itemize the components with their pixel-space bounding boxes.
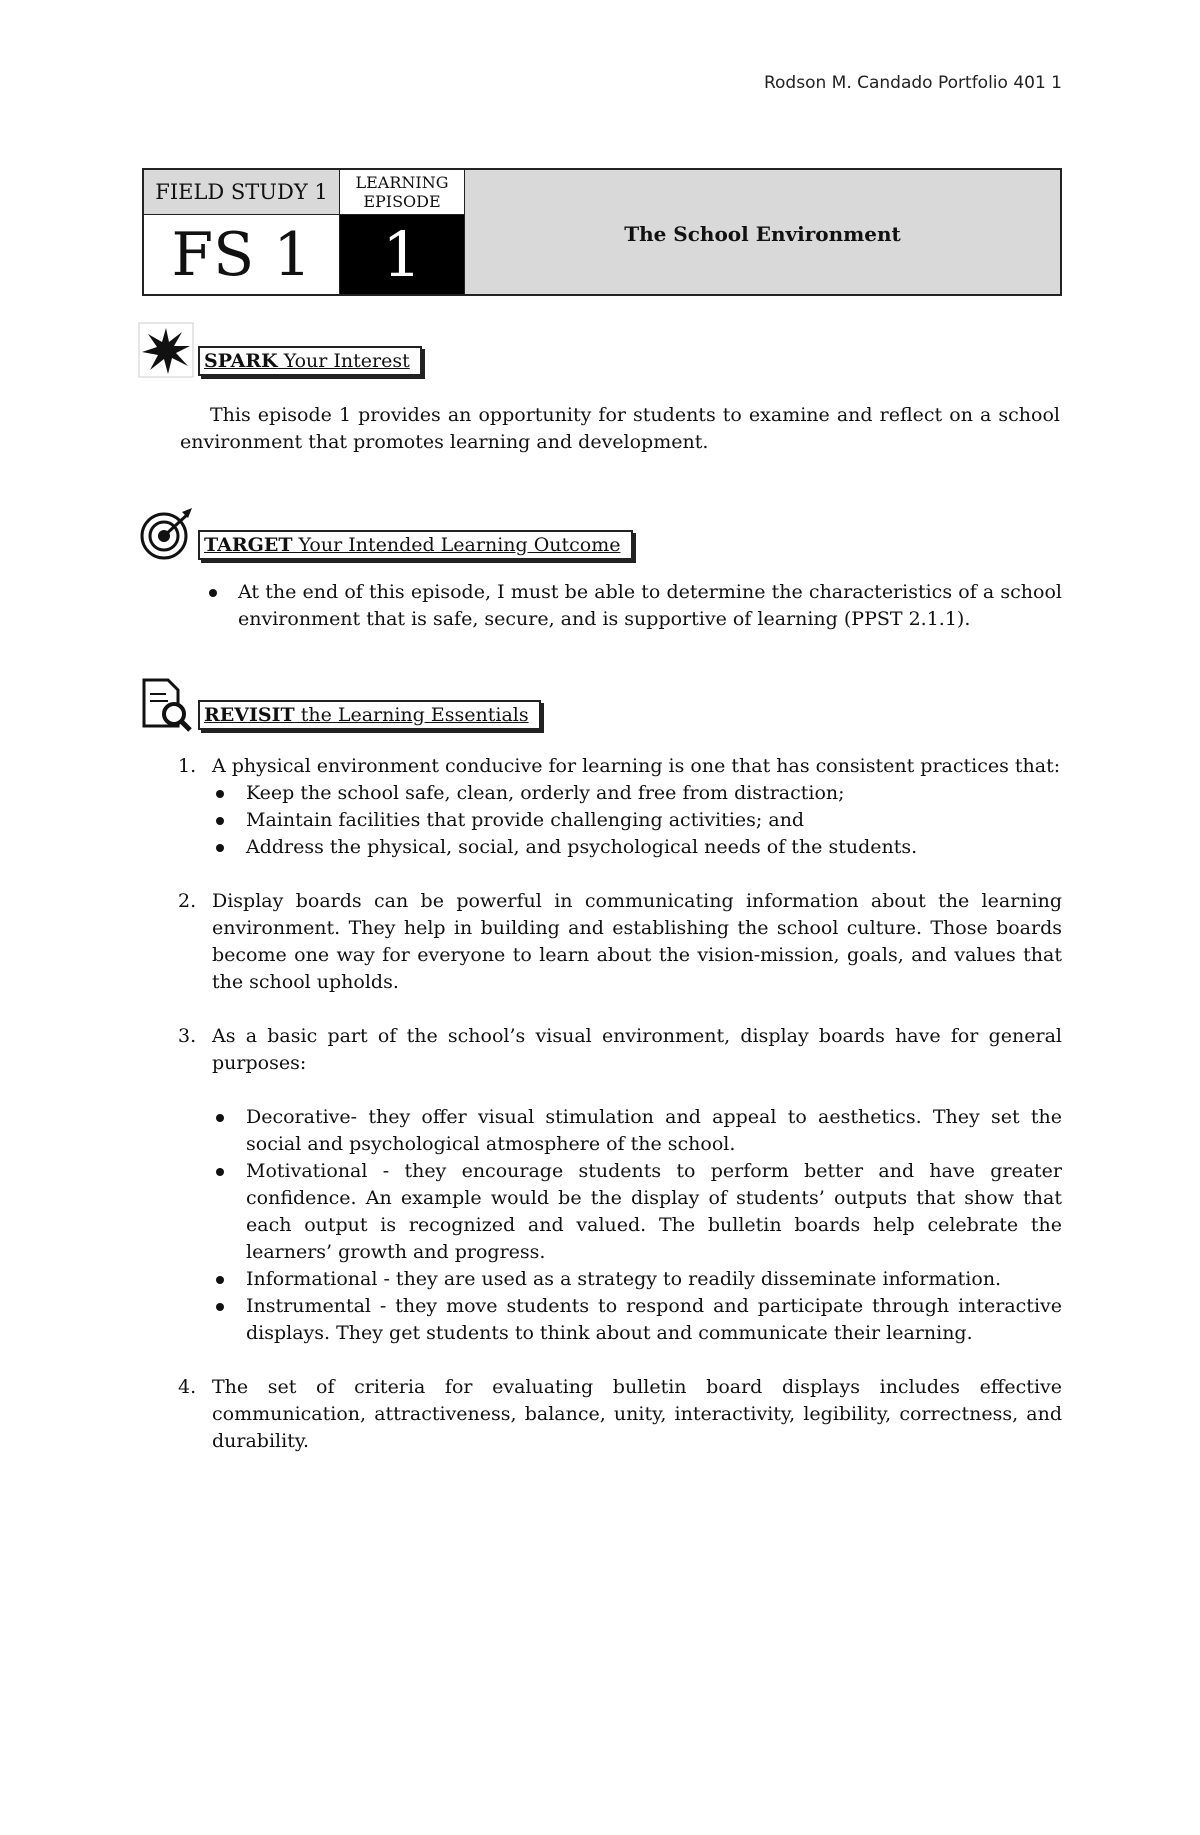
episode-title: The School Environment: [464, 170, 1060, 294]
spark-keyword: SPARK: [204, 350, 278, 372]
item-bullets: [212, 1104, 1062, 1347]
target-icon: [138, 506, 194, 562]
target-outcomes: [204, 579, 1062, 633]
revisit-title-rest: the Learning Essentials: [294, 704, 529, 726]
item-text: A physical environment conducive for learning is one that has consistent practices that:: [212, 755, 1061, 777]
episode-header-box: [142, 168, 1062, 296]
essential-item: [178, 1374, 1062, 1455]
burst-icon: [138, 322, 194, 378]
essential-item: [178, 1023, 1062, 1347]
item-bullets: [212, 780, 1062, 861]
episode-column: [340, 170, 464, 294]
bullet: Instrumental - they move students to respond and participate through interactive displays. They get students to think about and communicate their learning.: [212, 1293, 1062, 1347]
running-header: Rodson M. Candado Portfolio 401 1: [763, 73, 1062, 93]
target-section-heading: [138, 506, 633, 562]
bullet: Decorative- they offer visual stimulation and appeal to aesthetics. They set the social and psychological atmosphere of the school.: [212, 1104, 1062, 1158]
item-text: The set of criteria for evaluating bulletin board displays includes effective communication, attractiveness, balance, unity, interactivity, legibility, correctness, and durability.: [212, 1376, 1062, 1452]
document-search-icon: [138, 676, 194, 732]
spark-banner: [198, 346, 422, 376]
revisit-keyword: REVISIT: [204, 704, 295, 726]
spark-section-heading: [138, 322, 422, 378]
learning-essentials-list: [178, 753, 1062, 1482]
episode-label: LEARNING EPISODE: [340, 170, 464, 215]
target-title-rest: Your Intended Learning Outcome: [292, 534, 621, 556]
bullet: Maintain facilities that provide challenging activities; and: [212, 807, 1062, 834]
course-code: FS 1: [171, 219, 312, 290]
item-number: 1.: [178, 755, 197, 777]
item-text: Display boards can be powerful in communicating information about the learning environment. They help in building and establishing the school culture. Those boards become one way for everyone to learn about the vision-mission, goals, and values that the school upholds.: [212, 890, 1062, 993]
field-study-label: FIELD STUDY 1: [144, 170, 339, 215]
field-study-column: [144, 170, 340, 294]
outcome-item: At the end of this episode, I must be able to determine the characteristics of a school environment that is safe, secure, and is supportive of learning (PPST 2.1.1).: [204, 579, 1062, 633]
bullet: Address the physical, social, and psychological needs of the students.: [212, 834, 1062, 861]
item-text: As a basic part of the school’s visual environment, display boards have for general purposes:: [212, 1025, 1062, 1074]
target-keyword: TARGET: [204, 534, 293, 556]
spark-paragraph: This episode 1 provides an opportunity for students to examine and reflect on a school environment that promotes learning and development.: [180, 404, 1060, 453]
spark-title-rest: Your Interest: [277, 350, 410, 372]
essential-item: [178, 753, 1062, 861]
item-number: 3.: [178, 1025, 197, 1047]
target-banner: [198, 530, 633, 560]
essential-item: [178, 888, 1062, 996]
revisit-section-heading: [138, 676, 541, 732]
revisit-banner: [198, 700, 541, 730]
episode-number: 1: [340, 215, 464, 294]
item-number: 4.: [178, 1376, 197, 1398]
bullet: Informational - they are used as a strategy to readily disseminate information.: [212, 1266, 1062, 1293]
bullet: Keep the school safe, clean, orderly and free from distraction;: [212, 780, 1062, 807]
item-number: 2.: [178, 890, 197, 912]
bullet: Motivational - they encourage students to perform better and have greater confidence. An example would be the display of students’ outputs that show that each output is recognized and valued. The bulletin boards help celebrate the learners’ growth and progress.: [212, 1158, 1062, 1266]
